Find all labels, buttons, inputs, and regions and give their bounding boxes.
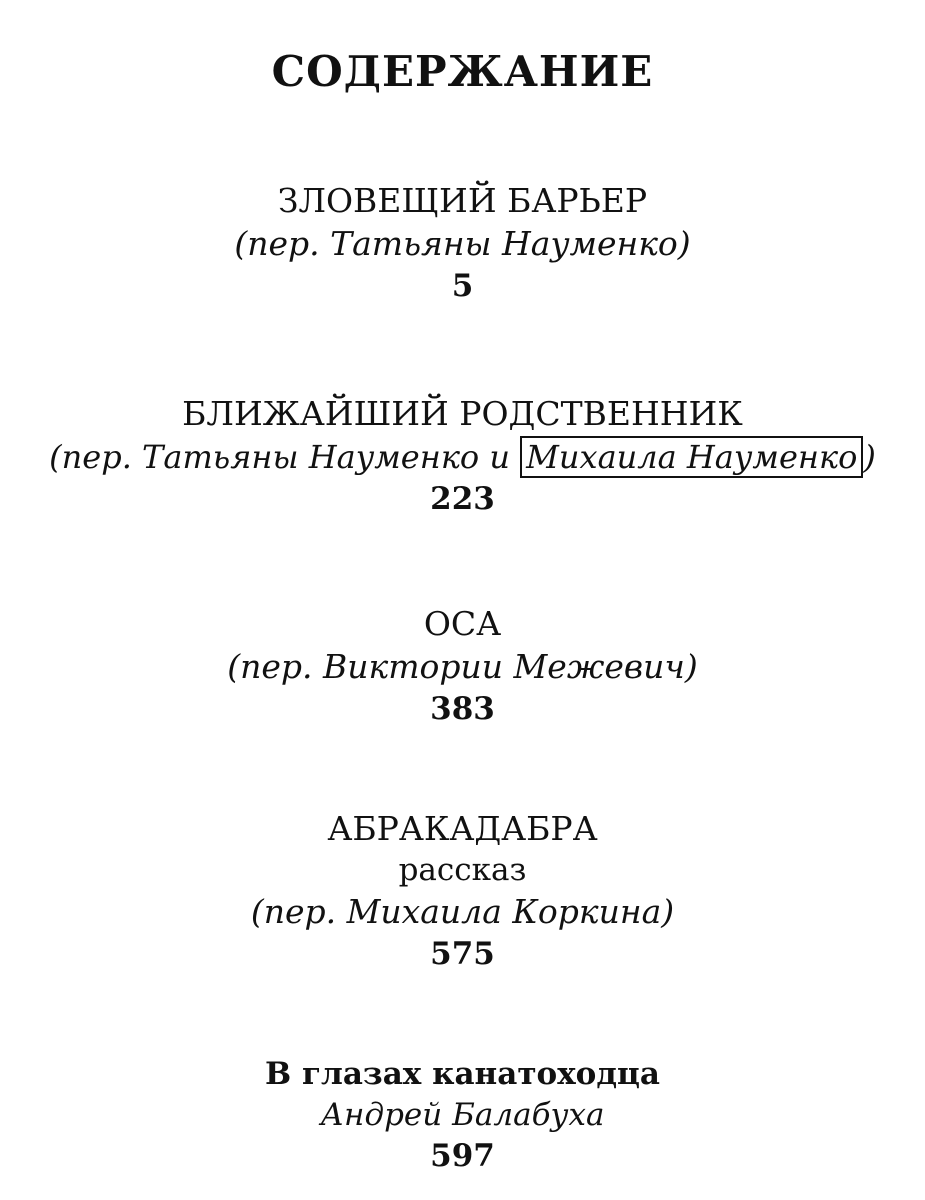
translator-suffix: ) [863, 438, 876, 476]
entry-title: ОСА [423, 604, 502, 643]
toc-entry [0, 603, 925, 729]
entry-subtitle: рассказ [398, 852, 527, 888]
entry-page-number: 597 [430, 1138, 495, 1174]
entry-title: ЗЛОВЕЩИЙ БАРЬЕР [277, 181, 648, 220]
translator-prefix: (пер. Татьяны Науменко и [49, 438, 521, 476]
toc-entry [0, 1054, 925, 1176]
entry-page-number: 575 [430, 936, 495, 972]
entry-page-number: 383 [430, 691, 495, 727]
entry-page-number: 223 [430, 481, 495, 517]
toc-entry [0, 808, 925, 974]
entry-translator [0, 435, 925, 479]
entry-title: В глазах канатоходца [264, 1056, 661, 1092]
toc-entry [0, 180, 925, 306]
entry-author: Андрей Балабуха [320, 1097, 605, 1133]
entry-title: БЛИЖАЙШИЙ РОДСТВЕННИК [182, 394, 743, 433]
entry-translator: (пер. Михаила Коркина) [250, 892, 675, 931]
entry-page-number: 5 [451, 268, 474, 304]
entry-translator: (пер. Виктории Межевич) [227, 647, 698, 686]
boxed-translator-name: Михаила Науменко [520, 436, 863, 478]
entry-title: АБРАКАДАБРА [327, 809, 598, 848]
entry-translator: (пер. Татьяны Науменко) [234, 224, 691, 263]
page-title: СОДЕРЖАНИЕ [271, 47, 654, 96]
toc-entry [0, 393, 925, 519]
